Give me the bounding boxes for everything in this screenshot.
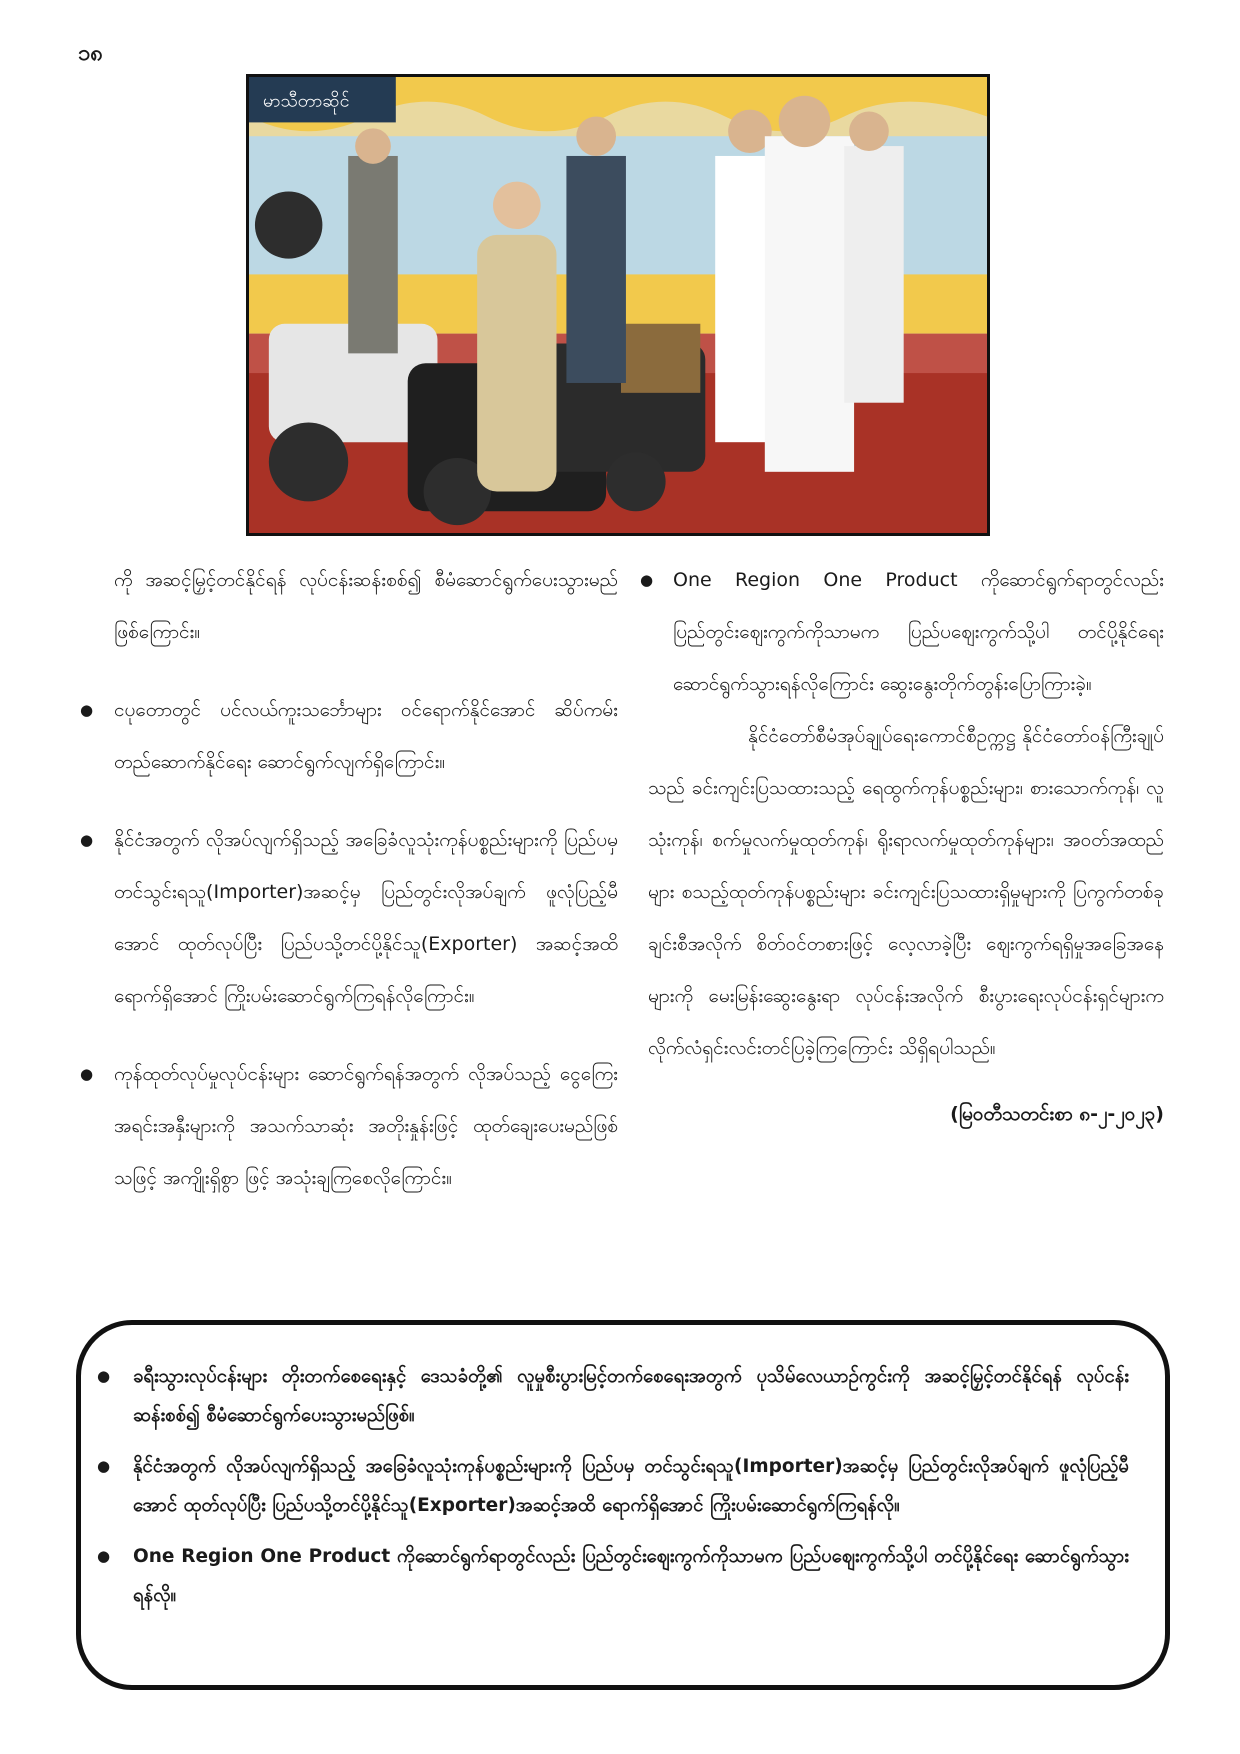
summary-item: ● ခရီးသွားလုပ်ငန်းများ တိုးတက်စေရေးနှင့် ဒေသခံတို့၏ လူမှုစီးပွားမြင့်တက်စေရေးအတွက် ပုသိမ်လေယာဉ်ကွင်းကို အဆင့်မြှင့်တင်နိုင်ရန် လုပ်ငန်းဆန်းစစ်၍ စီမံဆောင်ရွက်ပေးသွားမည်ဖြစ်။ xyxy=(133,1357,1129,1435)
bullet-item: ● One Region One Product ကိုဆောင်ရွက်ရာတွင်လည်း ပြည်တွင်းဈေးကွက်ကိုသာမက ပြည်ပဈေးကွက်သို့ပါ တင်ပို့နိုင်ရေး ဆောင်ရွက်သွားရန်လိုကြောင်း ဆွေးနွေးတိုက်တွန်းပြောကြားခဲ့။ xyxy=(648,554,1164,710)
source-citation: (မြဝတီသတင်းစာ ၈-၂-၂၀၂၃) xyxy=(950,1103,1164,1125)
banner-text: မာသီတာဆိုင် xyxy=(262,90,350,112)
summary-box xyxy=(76,1320,1170,1690)
page-number: ၁၈ xyxy=(78,41,103,66)
summary-item: ● နိုင်ငံအတွက် လိုအပ်လျက်ရှိသည့် အခြေခံလူသုံးကုန်ပစ္စည်းများကို ပြည်ပမှ တင်သွင်းရသူ(Importer)အဆင့်မှ ပြည်တွင်းလိုအပ်ချက် ဖူလုံပြည့်မီအောင် ထုတ်လုပ်ပြီး ပြည်ပသို့တင်ပို့နိုင်သူ(Exporter)အဆင့်အထိ ရောက်ရှိအောင် ကြိုးပမ်းဆောင်ရွက်ကြရန်လို။ xyxy=(133,1447,1129,1525)
continued-paragraph: ကို အဆင့်မြှင့်တင်နိုင်ရန် လုပ်ငန်းဆန်းစစ်၍ စီမံဆောင်ရွက်ပေးသွားမည်ဖြစ်ကြောင်း။ xyxy=(114,569,618,643)
bullet-item: ● ကုန်ထုတ်လုပ်မှုလုပ်ငန်းများ ဆောင်ရွက်ရန်အတွက် လိုအပ်သည့် ငွေကြေးအရင်းအနှီးများကို အသက်သာဆုံး အတိုးနှုန်းဖြင့် ထုတ်ချေးပေးမည်ဖြစ်သဖြင့် အကျိုးရှိစွာ ဖြင့် အသုံးချကြစေလိုကြောင်း။ xyxy=(114,1048,618,1204)
body-paragraph: နိုင်ငံတော်စီမံအုပ်ချုပ်ရေးကောင်စီဥက္ကဋ္ဌ နိုင်ငံတော်ဝန်ကြီးချုပ်သည် ခင်းကျင်းပြသထားသည့် ရေထွက်ကုန်ပစ္စည်းများ၊ စားသောက်ကုန်၊ လူသုံးကုန်၊ စက်မှုလက်မှုထုတ်ကုန်၊ ရိုးရာလက်မှုထုတ်ကုန်များ၊ အဝတ်အထည်များ စသည့်ထုတ်ကုန်ပစ္စည်းများ ခင်းကျင်းပြသထားရှိမှုများကို ပြကွက်တစ်ခုချင်းစီအလိုက် စိတ်ဝင်တစားဖြင့် လေ့လာခဲ့ပြီး ဈေးကွက်ရရှိမှုအခြေအနေများကို မေးမြန်းဆွေးနွေးရာ လုပ်ငန်းအလိုက် စီးပွားရေးလုပ်ငန်းရှင်များက လိုက်လံရှင်းလင်းတင်ပြခဲ့ကြကြောင်း သိရှိရပါသည်။ xyxy=(648,725,1164,1059)
right-column xyxy=(648,554,1164,1140)
bullet-item: ● ငပုတောတွင် ပင်လယ်ကူးသင်္ဘောများ ဝင်ရောက်နိုင်အောင် ဆိပ်ကမ်းတည်ဆောက်နိုင်ရေး ဆောင်ရွက်လျက်ရှိကြောင်း။ xyxy=(114,684,618,788)
left-column xyxy=(114,554,618,1204)
bullet-item: ● နိုင်ငံအတွက် လိုအပ်လျက်ရှိသည့် အခြေခံလူသုံးကုန်ပစ္စည်းများကို ပြည်ပမှ တင်သွင်းရသူ(Importer)အဆင့်မှ ပြည်တွင်းလိုအပ်ချက် ဖူလုံပြည့်မီအောင် ထုတ်လုပ်ပြီး ပြည်ပသို့တင်ပို့နိုင်သူ(Exporter) အဆင့်အထိရောက်ရှိအောင် ကြိုးပမ်းဆောင်ရွက်ကြရန်လိုကြောင်း။ xyxy=(114,814,618,1022)
news-photo xyxy=(246,74,990,536)
exhibition-photo-illustration xyxy=(249,77,987,533)
summary-item: ● One Region One Product ကိုဆောင်ရွက်ရာတွင်လည်း ပြည်တွင်းဈေးကွက်ကိုသာမက ပြည်ပဈေးကွက်သို့ပါ တင်ပို့နိုင်ရေး ဆောင်ရွက်သွားရန်လို။ xyxy=(133,1537,1129,1615)
